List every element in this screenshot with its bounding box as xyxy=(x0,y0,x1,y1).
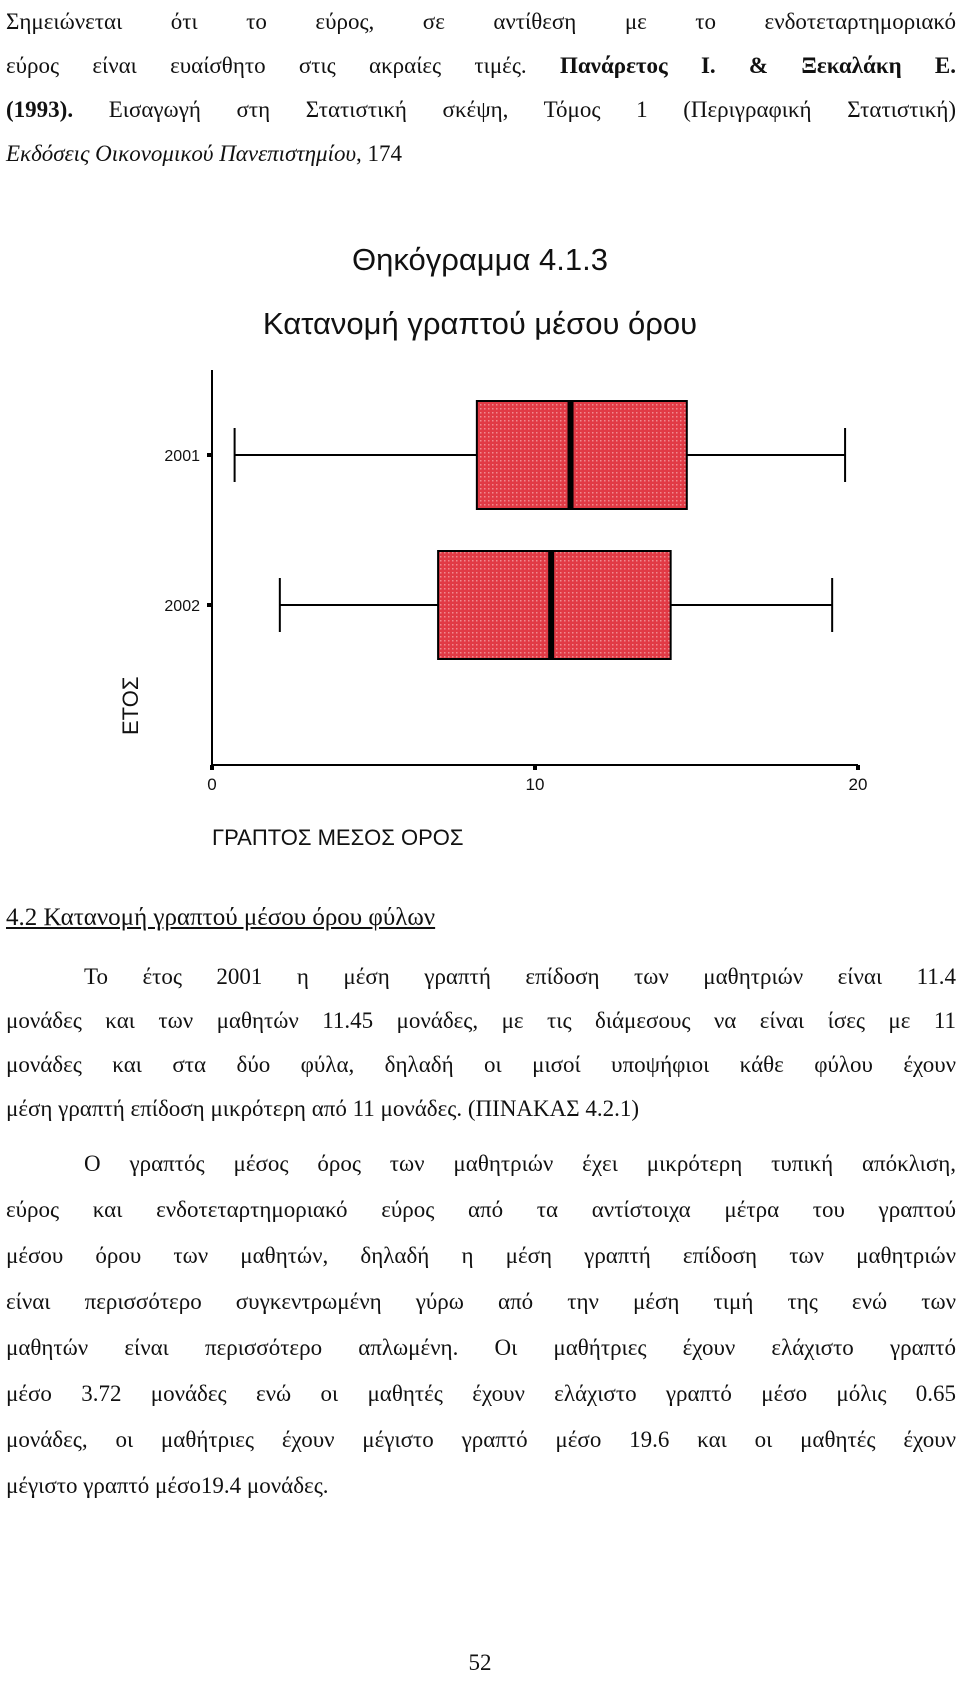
figure-label: Θηκόγραμμα 4.1.3 xyxy=(352,242,608,277)
intro-line-2-text: εύρος είναι ευαίσθητο στις ακραίες τιμές. xyxy=(6,53,527,78)
para2-line-2: εύρος και ενδοτεταρτημοριακό εύρος από τα αντίστοιχα μέτρα του γραπτού xyxy=(6,1197,956,1222)
citation-pages: , 174 xyxy=(356,141,403,166)
box-2002 xyxy=(438,551,671,659)
intro-line-3 xyxy=(6,88,956,132)
citation-title: Εισαγωγή στη Στατιστική σκέψη, Τόμος 1 (Περιγραφική Στατιστική) xyxy=(108,97,957,122)
intro-line-1: Σημειώνεται ότι το εύρος, σε αντίθεση με το ενδοτεταρτημοριακό xyxy=(6,9,956,34)
para2-line-1: Ο γραπτός μέσος όρος των μαθητριών έχει μικρότερη τυπική απόκλιση, xyxy=(84,1151,956,1176)
intro-line-2 xyxy=(6,44,956,88)
chart-title: Κατανομή γραπτού μέσου όρου xyxy=(262,306,698,341)
x-tick-label-20: 20 xyxy=(848,775,868,794)
x-tick-label-10: 10 xyxy=(525,775,545,794)
para1-line-2: μονάδες και των μαθητών 11.45 μονάδες, με τις διάμεσους να είναι ίσες με 11 xyxy=(6,1008,956,1033)
x-axis-label: ΓΡΑΠΤΟΣ ΜΕΣΟΣ ΟΡΟΣ xyxy=(212,825,464,850)
y-tick-label-2002: 2002 xyxy=(164,598,200,615)
para2-line-8: μέγιστο γραπτό μέσο19.4 μονάδες. xyxy=(6,1473,329,1498)
boxplot-chart xyxy=(0,360,960,860)
para2-line-4: είναι περισσότερο συγκεντρωμένη γύρω από την μέση τιμή της ενώ των xyxy=(6,1289,956,1314)
citation-publisher: Εκδόσεις Οικονομικού Πανεπιστημίου xyxy=(6,141,357,166)
x-tick-label-0: 0 xyxy=(207,775,217,794)
para2-line-6: μέσο 3.72 μονάδες ενώ οι μαθητές έχουν ελάχιστο γραπτό μέσο μόλις 0.65 xyxy=(6,1381,956,1406)
para2-line-3: μέσου όρου των μαθητών, δηλαδή η μέση γραπτή επίδοση των μαθητριών xyxy=(6,1243,956,1268)
para2-line-5: μαθητών είναι περισσότερο απλωμένη. Οι μαθήτριες έχουν ελάχιστο γραπτό xyxy=(6,1335,956,1360)
intro-line-4 xyxy=(6,132,956,176)
para1-line-3: μονάδες και στα δύο φύλα, δηλαδή οι μισοί υποψήφιοι κάθε φύλου έχουν xyxy=(6,1052,956,1077)
section-heading: 4.2 Κατανομή γραπτού μέσου όρου φύλων xyxy=(6,904,436,931)
citation-authors: Πανάρετος Ι. & Ξεκαλάκη Ε. xyxy=(559,53,956,78)
citation-year: (1993). xyxy=(6,97,74,122)
box-2001 xyxy=(477,401,687,509)
para1-line-4: μέση γραπτή επίδοση μικρότερη από 11 μονάδες. (ΠΙΝΑΚΑΣ 4.2.1) xyxy=(6,1096,640,1121)
para1-line-1: Το έτος 2001 η μέση γραπτή επίδοση των μαθητριών είναι 11.4 xyxy=(84,964,956,989)
page-number: 52 xyxy=(468,1650,492,1675)
y-tick-label-2001: 2001 xyxy=(164,448,200,465)
para2-line-7: μονάδες, οι μαθήτριες έχουν μέγιστο γραπτό μέσο 19.6 και οι μαθητές έχουν xyxy=(6,1427,956,1452)
y-axis-label: ΕΤΟΣ xyxy=(118,676,143,735)
